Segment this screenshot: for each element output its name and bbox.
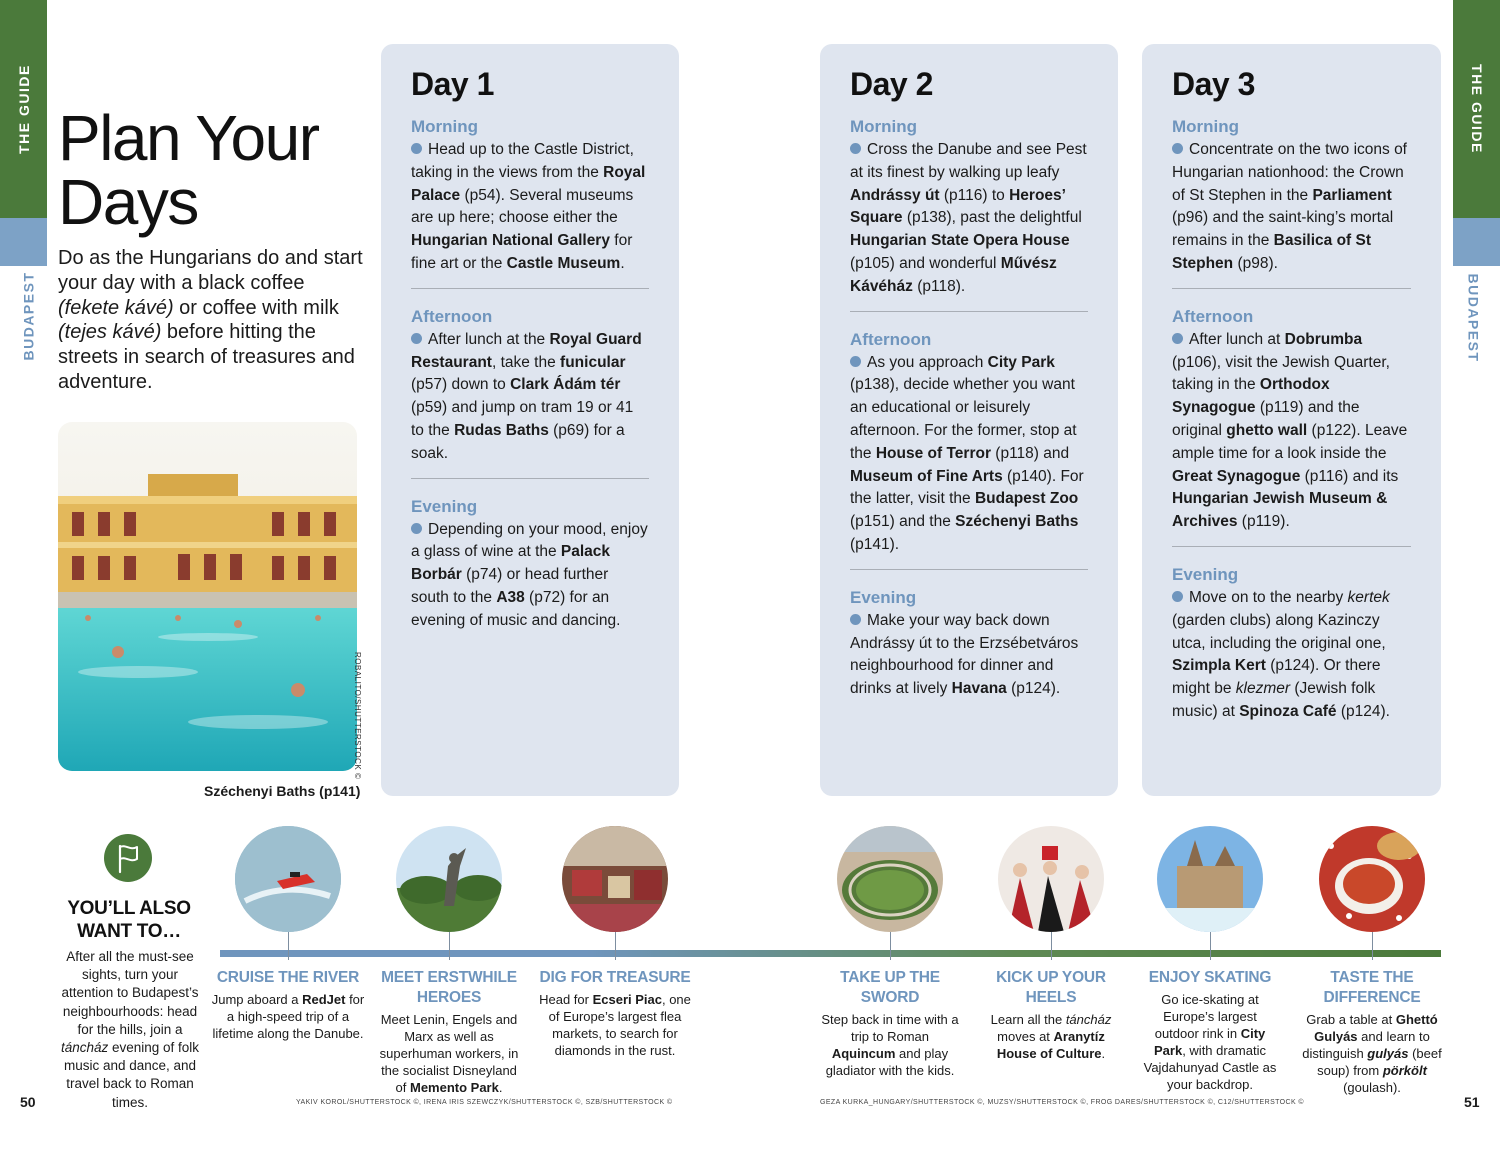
divider [411, 288, 649, 289]
timeline-bar [220, 950, 1441, 957]
section-text: After lunch at the Royal Guard Restaurant, take the funicular (p57) down to Clark Ádám tér (p59) and jump on tram 19 or 41 to the Rudas Baths (p69) for a soak. [411, 330, 642, 462]
also-want-text: After all the must-see sights, turn your attention to Budapest’s neighbourhoods: head for the hills, join a táncház evening of folk music and dance, and travel back to Roman times. [60, 949, 200, 1110]
timeline-item-heroes [376, 968, 522, 1096]
timeline-stem [890, 932, 891, 960]
photo-credits-right: GEZA KURKA_HUNGARY/SHUTTERSTOCK ©, MUZSY/SHUTTERSTOCK ©, FROG DARES/SHUTTERSTOCK ©, C12/SHUTTERSTOCK © [820, 1099, 1304, 1106]
timeline-item-taste [1302, 968, 1442, 1096]
divider [1172, 546, 1411, 547]
side-tab-guide-label: THE GUIDE [1468, 64, 1485, 154]
divider [850, 569, 1088, 570]
page-number-right: 51 [1464, 1094, 1480, 1110]
intro-italic: (tejes kávé) [58, 321, 162, 344]
also-want-title: YOU’LL ALSO WANT TO… [67, 898, 191, 942]
item-text: Meet Lenin, Engels and Marx as well as superhuman workers, in the socialist Disneyland of Memento Park. [379, 1012, 519, 1095]
flea-market-photo [562, 826, 668, 932]
redjet-photo [235, 826, 341, 932]
photo-credit: ROBALITO/SHUTTERSTOCK © [353, 652, 362, 780]
photo-caption: Széchenyi Baths (p141) [204, 783, 361, 799]
item-text: Learn all the táncház moves at Aranytíz House of Culture. [990, 1012, 1112, 1061]
item-heading: ENJOY SKATING [1148, 969, 1272, 986]
section-heading-evening: Evening [1172, 564, 1239, 584]
day-title: Day 3 [1172, 66, 1255, 102]
day-1-panel [381, 44, 679, 796]
intro-italic: (fekete kávé) [58, 296, 174, 319]
section-text: Head up to the Castle District, taking in the views from the Royal Palace (p54). Several museums are up here; choose either the Hungarian National Gallery for fine art or the Castle Museum. [411, 141, 646, 272]
item-text: Jump aboard a RedJet for a high-speed trip of a lifetime along the Danube. [211, 992, 365, 1041]
timeline-stem [615, 932, 616, 960]
bullet-dot-icon [411, 143, 422, 154]
divider [411, 478, 649, 479]
goulash-photo [1319, 826, 1425, 932]
divider [1172, 288, 1411, 289]
side-tab-blue-right [1453, 218, 1500, 266]
photo-credits-left: YAKIV KOROL/SHUTTERSTOCK ©, IRENA IRIS SZEWCZYK/SHUTTERSTOCK ©, SZB/SHUTTERSTOCK © [296, 1099, 673, 1106]
timeline-stem [288, 932, 289, 960]
section-text: Cross the Danube and see Pest at its finest by walking up leafy Andrássy út (p116) to Heroes’ Square (p138), past the delightful Hungarian State Opera House (p105) and wonderful Művész Kávéház (p118). [850, 141, 1087, 295]
intro-part: or coffee with milk [173, 296, 339, 319]
baths-illustration [58, 422, 357, 771]
bullet-dot-icon [411, 333, 422, 344]
day-3-panel [1142, 44, 1441, 796]
section-heading-evening: Evening [850, 587, 917, 607]
intro-part: Do as the Hungarians do and start your day with a black coffee [58, 247, 363, 294]
item-text: Go ice-skating at Europe’s largest outdoor rink in City Park, with dramatic Vajdahunyad Castle as your backdrop. [1143, 992, 1277, 1092]
section-text: As you approach City Park (p138), decide whether you want an educational or leisurely afternoon. For the former, stop at the House of Terror (p118) and Museum of Fine Arts (p140). For the latter, visit the Budapest Zoo (p151) and the Széchenyi Baths (p141). [850, 353, 1084, 553]
timeline-stem [449, 932, 450, 960]
bullet-dot-icon [411, 523, 422, 534]
item-heading: DIG FOR TREASURE [539, 969, 691, 986]
title-line-1: Plan Your [58, 102, 319, 174]
section-heading-evening: Evening [411, 496, 478, 516]
side-city-label-left: BUDAPEST [20, 271, 37, 361]
bullet-dot-icon [1172, 333, 1183, 344]
item-text: Head for Ecseri Piac, one of Europe’s largest flea markets, to search for diamonds in the rust. [539, 992, 691, 1058]
intro-text [58, 246, 363, 395]
section-heading-afternoon: Afternoon [850, 329, 932, 349]
section-text: After lunch at Dobrumba (p106), visit the Jewish Quarter, taking in the Orthodox Synagogue (p119) and the original ghetto wall (p122). Leave ample time for a look inside the Great Synagogue (p116) and its Hungarian Jewish Museum & Archives (p119). [1172, 330, 1408, 531]
timeline-stem [1210, 932, 1211, 960]
day-title: Day 1 [411, 66, 494, 102]
flag-icon [104, 834, 152, 882]
side-tab-guide-right [1453, 0, 1500, 218]
bullet-dot-icon [850, 356, 861, 367]
page-number-left: 50 [20, 1094, 36, 1110]
folk-dance-photo [998, 826, 1104, 932]
timeline-item-sword [820, 968, 960, 1079]
bullet-dot-icon [850, 614, 861, 625]
timeline-item-heels [981, 968, 1121, 1062]
item-heading: CRUISE THE RIVER [216, 969, 360, 986]
bullet-dot-icon [850, 143, 861, 154]
timeline-item-cruise [208, 968, 368, 1042]
item-heading: TAKE UP THE SWORD [840, 969, 940, 1006]
intro-part: before hitting the streets in search of treasures and adventure. [58, 321, 355, 393]
section-text: Make your way back down Andrássy út to the Erzsébetváros neighbourhood for dinner and drinks at lively Havana (p124). [850, 611, 1079, 698]
section-heading-morning: Morning [850, 117, 918, 136]
timeline-stem [1372, 932, 1373, 960]
page-title [58, 102, 368, 238]
title-line-2: Days [58, 166, 198, 238]
section-heading-afternoon: Afternoon [411, 306, 493, 326]
bullet-dot-icon [1172, 143, 1183, 154]
divider [850, 311, 1088, 312]
memento-park-photo [396, 826, 502, 932]
side-tab-blue-left [0, 218, 47, 266]
day-2-panel [820, 44, 1118, 796]
item-heading: KICK UP YOUR HEELS [996, 969, 1106, 1006]
section-text: Concentrate on the two icons of Hungarian nationhood: the Crown of St Stephen in the Parliament (p96) and the saint-king’s mortal remains in the Basilica of St Stephen (p98). [1172, 141, 1407, 272]
timeline-item-skating [1140, 968, 1280, 1093]
timeline-item-treasure [535, 968, 695, 1059]
section-text: Depending on your mood, enjoy a glass of wine at the Palack Borbár (p74) or head further south to the A38 (p72) for an evening of music and dancing. [411, 520, 648, 629]
timeline-stem [1051, 932, 1052, 960]
bullet-dot-icon [1172, 591, 1183, 602]
ice-skating-photo [1157, 826, 1263, 932]
side-city-label-right: BUDAPEST [1465, 273, 1482, 363]
section-heading-afternoon: Afternoon [1172, 306, 1254, 326]
item-heading: TASTE THE DIFFERENCE [1323, 969, 1421, 1006]
section-text: Move on to the nearby kertek (garden clubs) along Kazinczy utca, including the original one, Szimpla Kert (p124). Or there might be klezmer (Jewish folk music) at Spinoza Café (p124). [1172, 588, 1390, 720]
section-heading-morning: Morning [1172, 117, 1240, 136]
item-heading: MEET ERSTWHILE HEROES [381, 969, 517, 1006]
item-text: Step back in time with a trip to Roman Aquincum and play gladiator with the kids. [821, 1012, 959, 1078]
side-tab-guide-left [0, 0, 47, 218]
aquincum-photo [837, 826, 943, 932]
day-title: Day 2 [850, 66, 933, 102]
side-tab-guide-label: THE GUIDE [15, 64, 32, 154]
item-text: Grab a table at Ghettó Gulyás and learn to distinguish gulyás (beef soup) from pörkölt (goulash). [1302, 1012, 1442, 1095]
szechenyi-baths-photo [58, 422, 357, 771]
section-heading-morning: Morning [411, 117, 479, 136]
